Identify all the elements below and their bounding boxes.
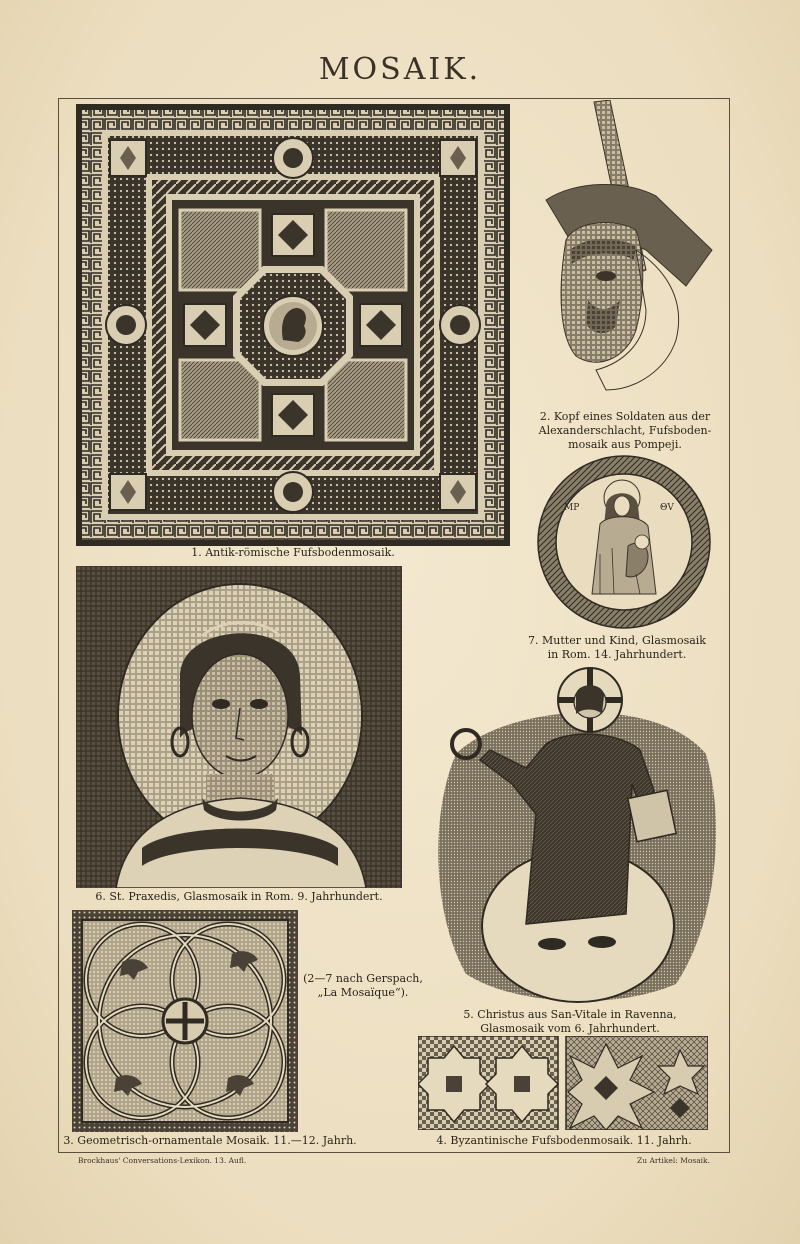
figure-6-st-praxedis xyxy=(76,566,402,888)
source-note xyxy=(296,972,430,1000)
figure-7-mother-and-child-medallion xyxy=(536,454,712,630)
figure-7-caption-line-1: 7. Mutter und Kind, Glasmosaik xyxy=(528,634,706,647)
figure-5-caption xyxy=(420,1008,720,1036)
figure-5-caption-line-1: 5. Christus aus San-Vitale in Ravenna, xyxy=(463,1008,677,1021)
figure-7-caption-line-2: in Rom. 14. Jahrhundert. xyxy=(547,648,687,661)
figure-1-roman-floor-mosaic xyxy=(76,104,510,546)
figure-6-caption: 6. St. Praxedis, Glasmosaik in Rom. 9. Jahrhundert. xyxy=(95,890,383,903)
figure-5-christus-san-vitale xyxy=(426,664,718,1006)
footer-publication: Brockhaus' Conversations-Lexikon. 13. Aufl. xyxy=(78,1156,247,1165)
figure-7-caption xyxy=(512,634,722,662)
figure-2-caption-line-3: mosaik aus Pompeji. xyxy=(568,438,682,451)
medallion-letters-right: ΘV xyxy=(660,503,674,513)
figure-1-caption: 1. Antik-römische Fufsbodenmosaik. xyxy=(191,546,395,559)
page-title: MOSAIK. xyxy=(318,52,482,87)
figure-3-geometric-ornamental-mosaic xyxy=(72,910,298,1132)
figure-3-caption: 3. Geometrisch-ornamentale Mosaik. 11.—12. Jahrh. xyxy=(63,1134,357,1147)
figure-2-caption-line-1: 2. Kopf eines Soldaten aus der xyxy=(539,410,711,423)
figure-2-caption-line-2: Alexanderschlacht, Fufsboden- xyxy=(538,424,712,437)
footer-article-reference: Zu Artikel: Mosaik. xyxy=(637,1156,710,1165)
figure-4-byzantine-floor-mosaic xyxy=(418,1036,708,1130)
figure-2-soldier-head xyxy=(536,100,716,400)
figure-2-caption xyxy=(520,410,730,452)
medallion-letters-left: MP xyxy=(564,503,580,513)
source-note-line-1: (2—7 nach Gerspach, xyxy=(303,972,423,985)
figure-4-caption: 4. Byzantinische Fufsbodenmosaik. 11. Jahrh. xyxy=(436,1134,692,1147)
source-note-line-2: „La Mosaïque“). xyxy=(317,986,409,999)
figure-5-caption-line-2: Glasmosaik vom 6. Jahrhundert. xyxy=(480,1022,660,1035)
